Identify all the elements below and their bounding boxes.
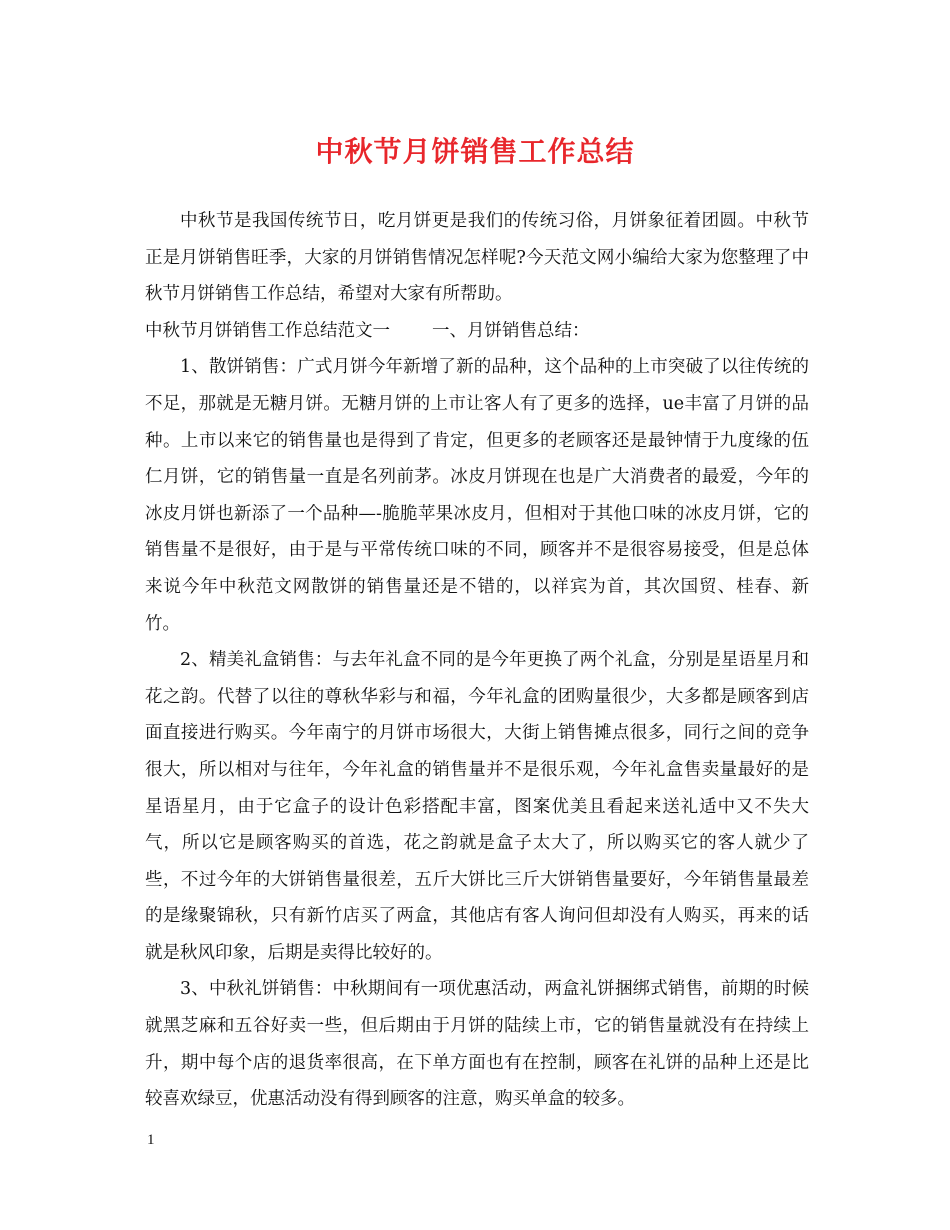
intro-paragraph: 中秋节是我国传统节日，吃月饼更是我们的传统习俗，月饼象征着团圆。中秋节正是月饼销售旺季，大家的月饼销售情况怎样呢?今天范文网小编给大家为您整理了中秋节月饼销售工作总结，希望对大家有所帮助。 (145, 211, 809, 305)
document-title: 中秋节月饼销售工作总结 (315, 135, 635, 168)
document-body (145, 203, 809, 1118)
paragraph-bulk-mooncake: 1、散饼销售：广式月饼今年新增了新的品种，这个品种的上市突破了以往传统的不足，那就是无糖月饼。无糖月饼的上市让客人有了更多的选择，ue丰富了月饼的品种。上市以来它的销售量也是得到了肯定，但更多的老顾客还是最钟情于九度缘的伍仁月饼，它的销售量一直是名列前茅。冰皮月饼现在也是广大消费者的最爱，今年的冰皮月饼也新添了一个品种—-脆脆苹果冰皮月，但相对于其他口味的冰皮月饼，它的销售量不是很好，由于是与平常传统口味的不同，顾客并不是很容易接受，但是总体来说今年中秋范文网散饼的销售量还是不错的，以祥宾为首，其次国贸、桂春、新竹。 (145, 357, 809, 634)
section-subheading (145, 313, 809, 350)
paragraph-gift-box: 2、精美礼盒销售：与去年礼盒不同的是今年更换了两个礼盒，分别是星语星月和花之韵。代替了以往的尊秋华彩与和福，今年礼盒的团购量很少，大多都是顾客到店面直接进行购买。今年南宁的月饼市场很大，大街上销售摊点很多，同行之间的竞争很大，所以相对与往年，今年礼盒的销售量并不是很乐观，今年礼盒售卖量最好的是星语星月，由于它盒子的设计色彩搭配丰富，图案优美且看起来送礼适中又不失大气，所以它是顾客购买的首选，花之韵就是盒子太大了，所以购买它的客人就少了些，不过今年的大饼销售量很差，五斤大饼比三斤大饼销售量要好，今年销售量最差的是缘聚锦秋，只有新竹店买了两盒，其他店有客人询问但却没有人购买，再来的话就是秋风印象，后期是卖得比较好的。 (145, 650, 809, 963)
subheading-section: 一、月饼销售总结： (432, 320, 590, 341)
subheading-title: 中秋节月饼销售工作总结范文一 (145, 320, 390, 341)
paragraph-gift-cake: 3、中秋礼饼销售：中秋期间有一项优惠活动，两盒礼饼捆绑式销售，前期的时候就黑芝麻和五谷好卖一些，但后期由于月饼的陆续上市，它的销售量就没有在持续上升，期中每个店的退货率很高，在下单方面也有在控制，顾客在礼饼的品种上还是比较喜欢绿豆，优惠活动没有得到顾客的注意，购买单盒的较多。 (145, 979, 809, 1110)
page-number: 1 (147, 1132, 155, 1148)
